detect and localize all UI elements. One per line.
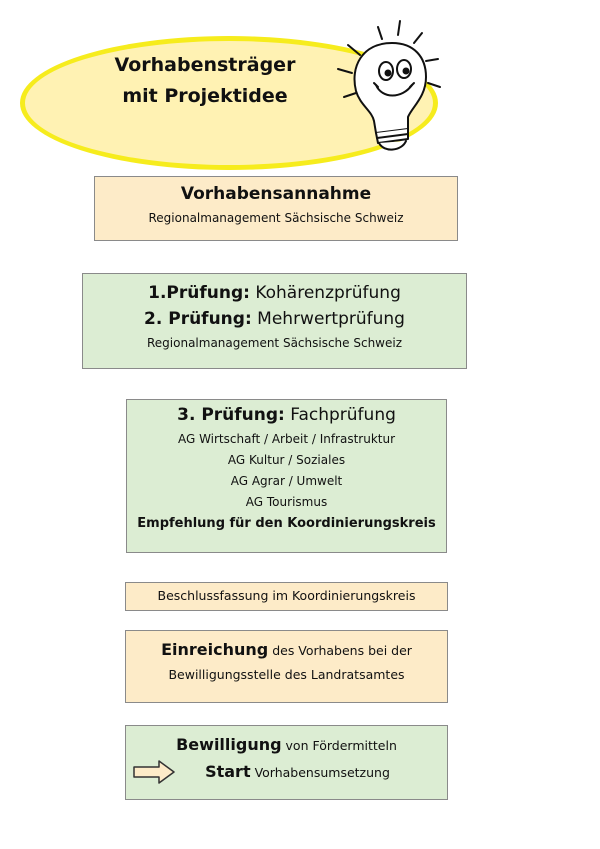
- step3-title-bold: 3. Prüfung:: [177, 405, 285, 425]
- step3-title: [127, 405, 446, 425]
- step5-line2: Bewilligungsstelle des Landratsamtes: [168, 667, 405, 682]
- step5-line1-text: des Vorhabens bei der: [268, 643, 412, 658]
- ellipse-title-line1: Vorhabensträger: [114, 54, 296, 76]
- step6-line1: [126, 735, 447, 754]
- step-einreichung: [125, 630, 448, 703]
- step-vorhabensannahme: [94, 176, 458, 241]
- step3-group-4: AG Tourismus: [245, 495, 328, 509]
- step5-bold: Einreichung: [161, 640, 269, 659]
- step-pruefung-1-2: [82, 273, 467, 369]
- step5-line1: [126, 640, 447, 659]
- step3-recommendation: Empfehlung für den Koordinierungskreis: [137, 516, 436, 531]
- step1-title: Vorhabensannahme: [180, 184, 372, 204]
- step2-line1: [83, 283, 466, 303]
- step2-subtitle: Regionalmanagement Sächsische Schweiz: [146, 336, 403, 350]
- step3-group-3: AG Agrar / Umwelt: [230, 474, 343, 488]
- step2-line1-text: Kohärenzprüfung: [249, 283, 401, 303]
- step-beschlussfassung: [125, 582, 448, 611]
- step4-text: Beschlussfassung im Koordinierungskreis: [157, 588, 416, 603]
- step6-line1-text: von Fördermitteln: [281, 738, 397, 753]
- step6-line1-bold: Bewilligung: [176, 735, 282, 754]
- step6-line2-text: Vorhabensumsetzung: [250, 765, 390, 780]
- step2-line2-bold: 2. Prüfung:: [144, 309, 252, 329]
- step3-group-1: AG Wirtschaft / Arbeit / Infrastruktur: [177, 432, 396, 446]
- step3-group-2: AG Kultur / Soziales: [227, 453, 346, 467]
- step2-line2: [83, 309, 466, 329]
- ellipse-title-line2: mit Projektidee: [122, 85, 288, 107]
- smiling-lightbulb-icon: [322, 15, 448, 165]
- step6-line2-bold: Start: [205, 762, 251, 781]
- step3-title-text: Fachprüfung: [284, 405, 396, 425]
- right-arrow-icon: [133, 760, 175, 784]
- step2-line2-text: Mehrwertprüfung: [251, 309, 405, 329]
- step-fachpruefung: [126, 399, 447, 553]
- step1-subtitle: Regionalmanagement Sächsische Schweiz: [148, 211, 404, 225]
- step2-line1-bold: 1.Prüfung:: [148, 283, 250, 303]
- ellipse-title: [105, 50, 305, 112]
